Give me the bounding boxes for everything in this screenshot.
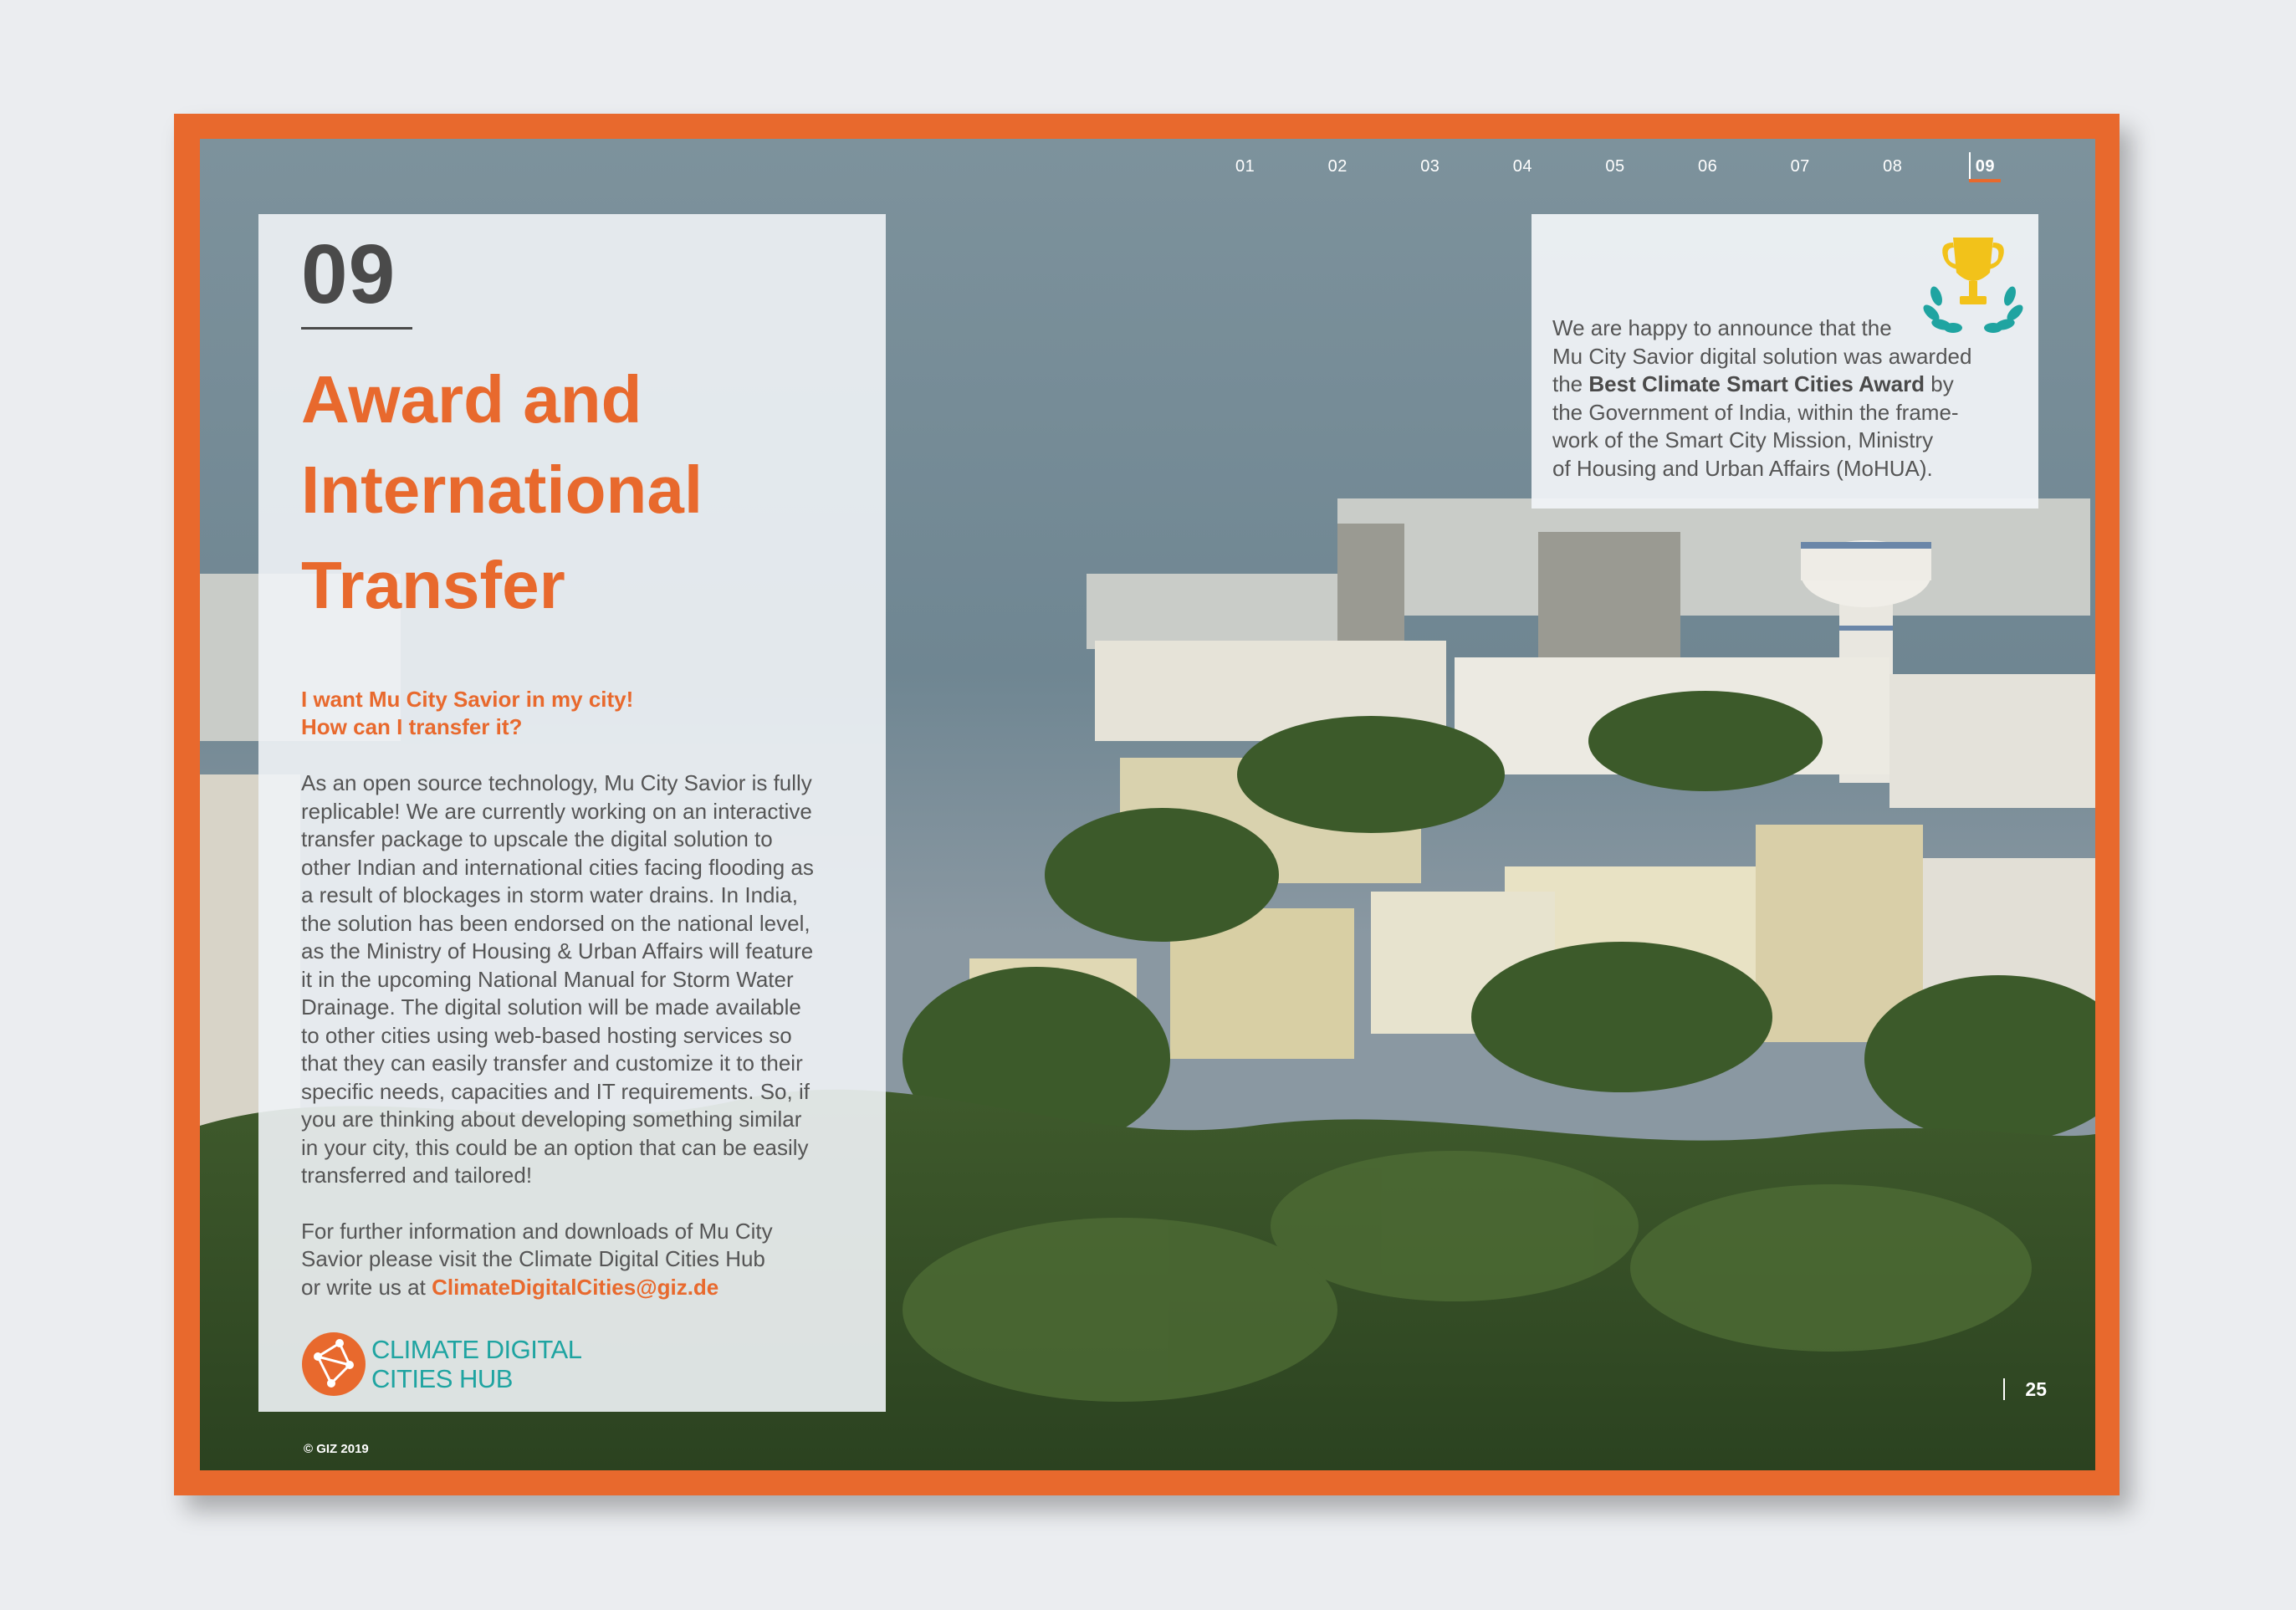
body-line: transferred and tailored! [301, 1163, 533, 1188]
nav-item-02[interactable]: 02 [1327, 157, 1347, 176]
page-number-value: 25 [2025, 1378, 2047, 1400]
body-line: in your city, this could be an option that can be easily [301, 1134, 809, 1160]
email-link[interactable]: ClimateDigitalCities@giz.de [432, 1274, 719, 1300]
award-announcement [1552, 314, 2022, 483]
nav-item-05[interactable]: 05 [1605, 157, 1625, 176]
trophy-laurel-icon [1916, 234, 2030, 338]
body-line: a result of blockages in storm water drains. In India, [301, 882, 798, 907]
title-line: International [301, 452, 703, 527]
chapter-nav [1229, 157, 2061, 176]
nav-item-01[interactable]: 01 [1235, 157, 1255, 176]
page-number-divider [2003, 1378, 2005, 1400]
award-line: Mu City Savior digital solution was awarded [1552, 343, 1972, 369]
body-line: replicable! We are currently working on an interactive [301, 798, 812, 824]
body-line: Drainage. The digital solution will be made available [301, 994, 801, 1020]
logo-wordmark [371, 1335, 581, 1393]
title-line: Award and [301, 362, 642, 437]
body-line: other Indian and international cities facing flooding as [301, 854, 814, 880]
logo-line: CITIES HUB [371, 1364, 513, 1393]
award-line: We are happy to announce that the [1552, 315, 1892, 340]
section-number-rule [301, 327, 412, 330]
award-name: Best Climate Smart Cities Award [1588, 371, 1925, 396]
section-title [301, 355, 844, 631]
award-line [1552, 371, 2022, 399]
section-number: 09 [301, 227, 396, 321]
subhead-line: How can I transfer it? [301, 714, 523, 739]
body-line: the solution has been endorsed on the national level, [301, 910, 811, 936]
body-line: to other cities using web-based hosting services so [301, 1022, 792, 1048]
nav-item-04[interactable]: 04 [1512, 157, 1533, 176]
body-paragraph [301, 769, 844, 1190]
nav-item-03[interactable]: 03 [1420, 157, 1440, 176]
body-line: specific needs, capacities and IT requirements. So, if [301, 1078, 810, 1104]
subheading [301, 686, 844, 741]
copyright-notice: © GIZ 2019 [304, 1442, 369, 1456]
city-skyline-photo [200, 139, 2095, 1470]
body-line: transfer package to upscale the digital solution to [301, 826, 773, 851]
logo-line: CLIMATE DIGITAL [371, 1335, 582, 1364]
contact-prefix: or write us at [301, 1274, 432, 1300]
award-line: of Housing and Urban Affairs (MoHUA). [1552, 455, 1933, 481]
body-text [301, 769, 844, 1301]
body-line: that they can easily transfer and customize it to their [301, 1050, 803, 1076]
body-line: you are thinking about developing something similar [301, 1107, 802, 1132]
contact-line: Savior please visit the Climate Digital Cities Hub [301, 1246, 765, 1271]
award-panel [1532, 214, 2038, 509]
award-line-suffix: by [1925, 371, 1954, 396]
nav-item-06[interactable]: 06 [1697, 157, 1718, 176]
climate-digital-cities-hub-logo[interactable] [301, 1331, 844, 1397]
body-line: it in the upcoming National Manual for Storm Water [301, 966, 794, 992]
award-line: work of the Smart City Mission, Ministry [1552, 427, 1934, 452]
article-panel [258, 214, 886, 1412]
award-line: the Government of India, within the frame- [1552, 399, 1959, 425]
title-line: Transfer [301, 548, 565, 622]
nav-item-07[interactable]: 07 [1790, 157, 1810, 176]
nav-item-09-active[interactable]: 09 [1969, 157, 2062, 176]
network-globe-icon [301, 1331, 366, 1397]
contact-paragraph [301, 1218, 844, 1302]
page-number [2003, 1378, 2047, 1401]
contact-line: For further information and downloads of Mu City [301, 1218, 773, 1244]
body-line: as the Ministry of Housing & Urban Affairs will feature [301, 938, 814, 963]
body-line: As an open source technology, Mu City Savior is fully [301, 770, 812, 795]
brochure-spread [174, 114, 2120, 1495]
award-line-prefix: the [1552, 371, 1589, 396]
subhead-line: I want Mu City Savior in my city! [301, 687, 634, 712]
nav-item-08[interactable]: 08 [1883, 157, 1903, 176]
